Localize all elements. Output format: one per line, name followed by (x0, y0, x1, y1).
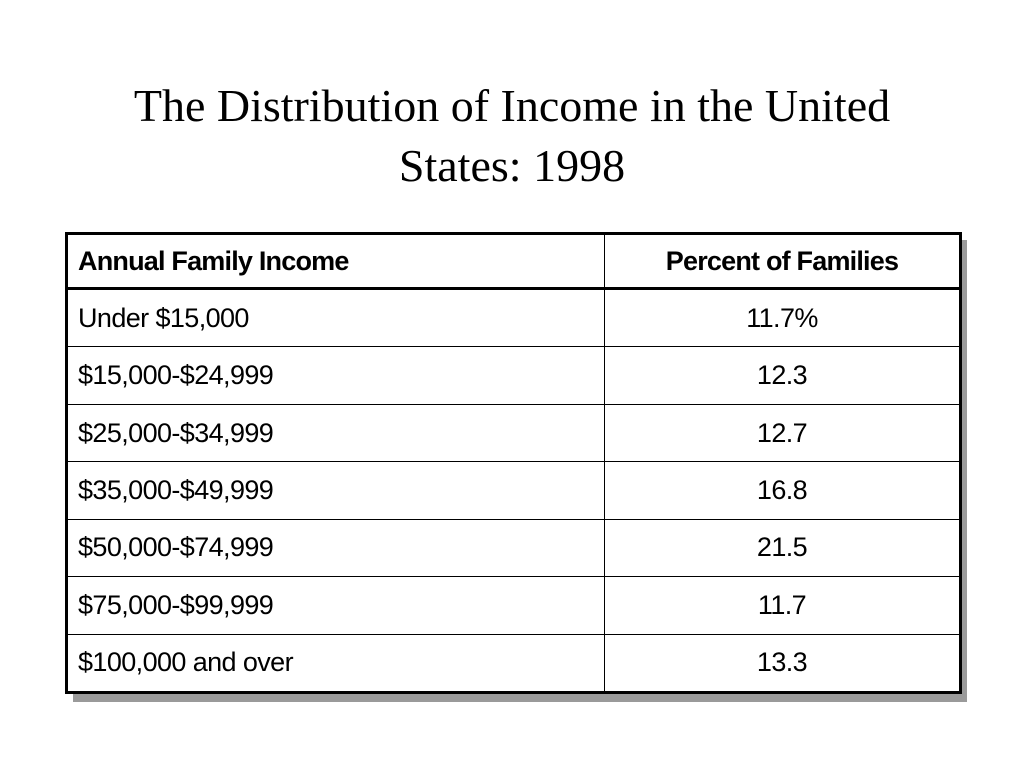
percent-cell: 12.7 (605, 404, 961, 461)
income-bracket-cell: Under $15,000 (67, 289, 605, 347)
income-bracket-cell: $35,000-$49,999 (67, 462, 605, 519)
table-row (67, 519, 961, 576)
income-bracket-cell: $50,000-$74,999 (67, 519, 605, 576)
income-bracket-cell: $100,000 and over (67, 634, 605, 692)
percent-cell: 21.5 (605, 519, 961, 576)
percent-cell: 11.7 (605, 577, 961, 634)
table-row (67, 577, 961, 634)
income-distribution-table (65, 232, 962, 694)
header-annual-family-income: Annual Family Income (67, 234, 605, 289)
income-bracket-cell: $75,000-$99,999 (67, 577, 605, 634)
slide-title-line-1: The Distribution of Income in the United (133, 80, 891, 131)
percent-cell: 13.3 (605, 634, 961, 692)
percent-cell: 11.7% (605, 289, 961, 347)
percent-cell: 12.3 (605, 347, 961, 404)
income-bracket-cell: $25,000-$34,999 (67, 404, 605, 461)
income-bracket-cell: $15,000-$24,999 (67, 347, 605, 404)
income-table-container (65, 232, 959, 694)
table-row (67, 634, 961, 692)
table-row (67, 289, 961, 347)
slide-title-line-2: States: 1998 (398, 140, 626, 191)
header-percent-of-families: Percent of Families (605, 234, 961, 289)
slide-title (0, 76, 1024, 196)
percent-cell: 16.8 (605, 462, 961, 519)
table-row (67, 462, 961, 519)
table-row (67, 404, 961, 461)
table-row (67, 347, 961, 404)
table-header-row (67, 234, 961, 289)
